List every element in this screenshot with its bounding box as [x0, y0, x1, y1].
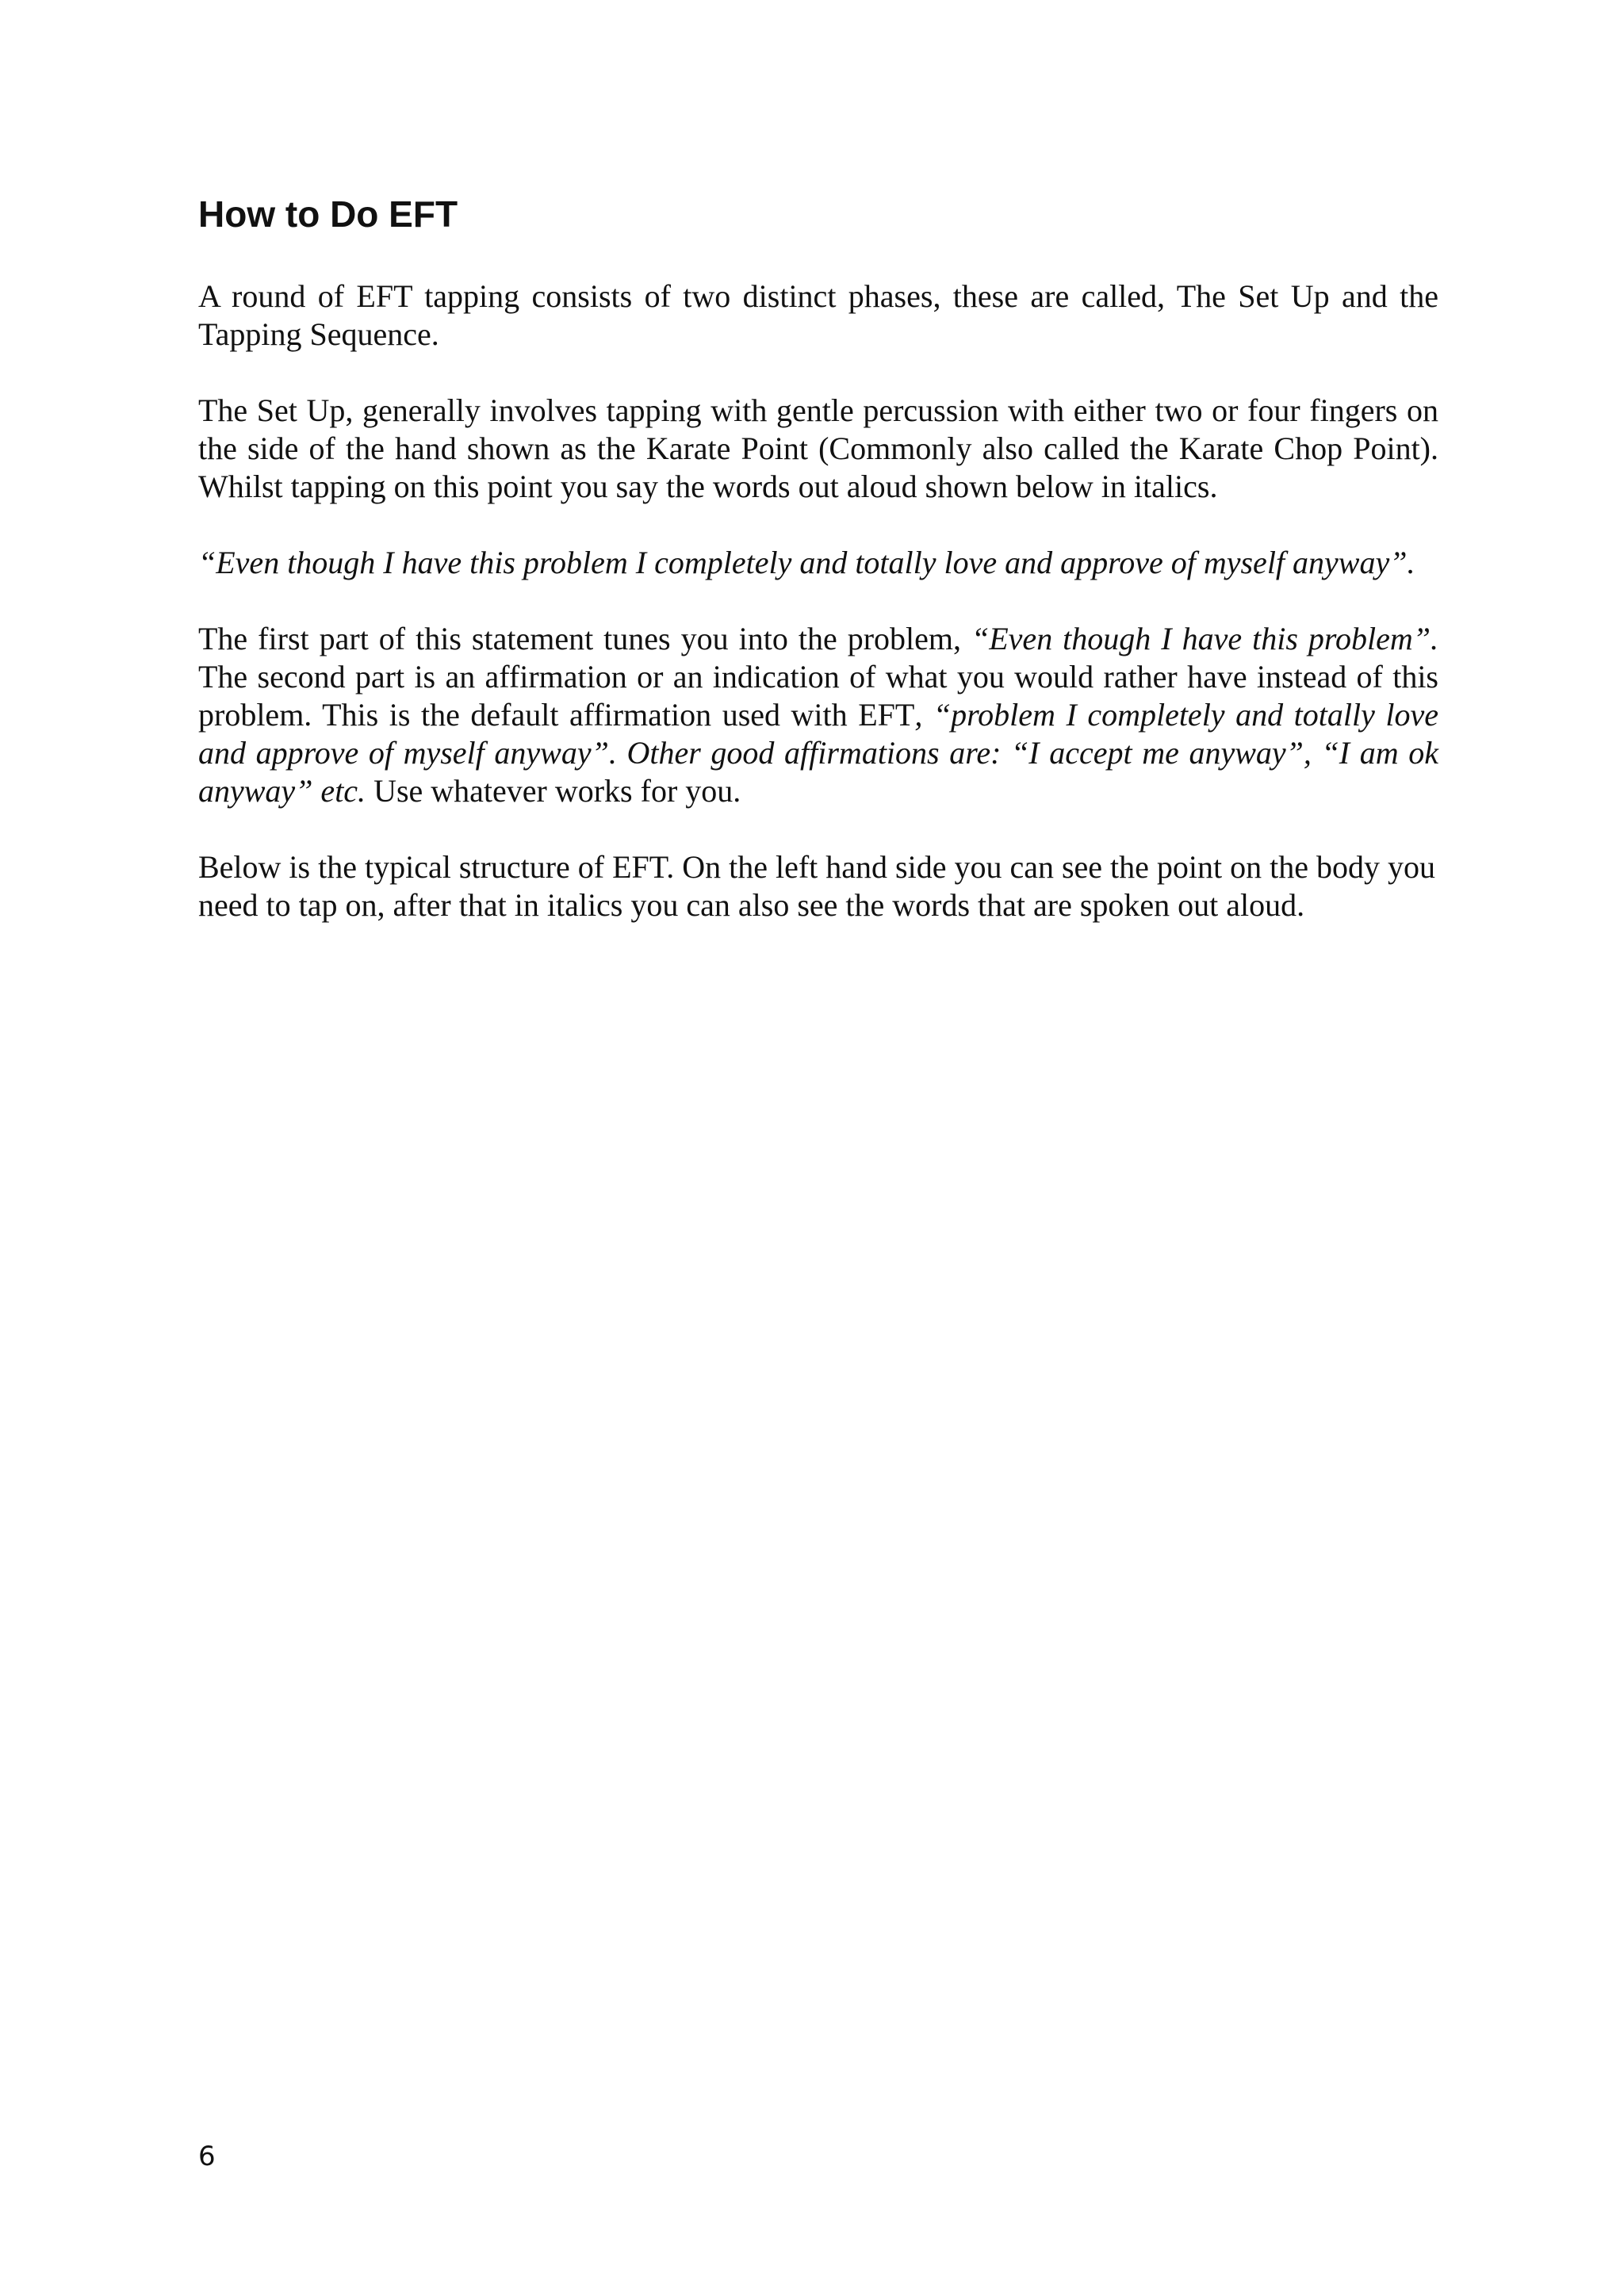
- explanation-text-3: Use whatever works for you.: [366, 773, 741, 809]
- paragraph-statement-explanation: [198, 620, 1438, 810]
- page-heading: How to Do EFT: [198, 193, 458, 235]
- page-number: 6: [198, 2141, 216, 2172]
- paragraph-round-of-eft: A round of EFT tapping consists of two distinct phases, these are called, The Set Up and the Tapping Sequence.: [198, 278, 1438, 352]
- page-content: [198, 190, 1438, 962]
- explanation-italic-2: , “problem I completely and totally love and approve of myself anyway”. Other good affirmations are: “I accept me anyway”, “I am ok anyway” etc.: [198, 697, 1438, 809]
- paragraph-set-up: The Set Up, generally involves tapping with gentle percussion with either two or four fingers on the side of the hand shown as the Karate Point (Commonly also called the Karate Chop Point). Whilst tapping on this point you say the words out aloud shown below in italics.: [198, 392, 1438, 504]
- explanation-text-1: The first part of this statement tunes you into the problem,: [198, 621, 971, 656]
- paragraph-eft-structure: Below is the typical structure of EFT. On the left hand side you can see the point on the body you need to tap on, after that in italics you can also see the words that are spoken out aloud.: [198, 849, 1436, 923]
- explanation-text-2: The second part is an affirmation or an indication of what you would rather have instead of this problem. This is the default affirmation used with EFT: [198, 659, 1438, 733]
- setup-statement-quote: “Even though I have this problem I completely and totally love and approve of myself anyway”.: [198, 545, 1415, 580]
- explanation-italic-1: “Even though I have this problem”.: [971, 621, 1438, 656]
